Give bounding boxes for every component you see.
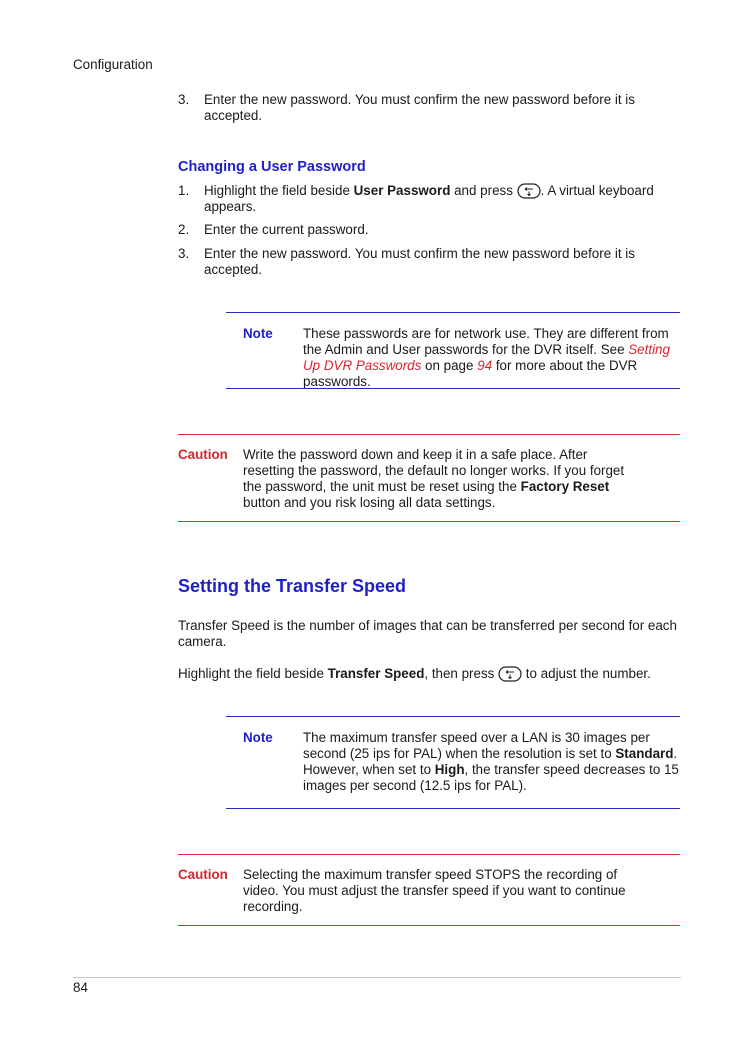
step-number: 1. [178,183,190,198]
note-bottom-rule [226,808,680,809]
page-reference-link[interactable]: 94 [477,358,493,373]
caution-bottom-rule [178,925,680,926]
caution-label: Caution [178,447,228,462]
caution-text: Write the password down and keep it in a safe place. After resetting the password, the default no longer works. If you forget the password, the unit must be reset using the Factory Reset button and you risk losing all data settings. [243,447,625,510]
caution-label: Caution [178,867,228,882]
step-number: 3. [178,246,190,261]
user-password-heading: Changing a User Password [178,159,366,175]
factory-reset-term: Factory Reset [520,479,610,494]
note-top-rule [226,312,680,313]
user-password-field-name: User Password [353,183,451,198]
step-text: Highlight the field beside User Password and press . A virtual keyboard appears. [204,183,654,214]
footer-rule [73,977,681,978]
transfer-speed-heading: Setting the Transfer Speed [178,576,407,596]
enter-button-icon [498,666,522,682]
dvr-passwords-link[interactable]: Setting Up DVR Passwords [303,342,670,373]
note-text: The maximum transfer speed over a LAN is 30 images per second (25 ips for PAL) when the resolution is set to Standard. However, when set to High, the transfer speed decreases to 15 images per second (12.5 ips for PAL). [303,730,679,793]
caution-text: Selecting the maximum transfer speed STOPS the recording of video. You must adjust the transfer speed if you want to continue recording. [243,867,626,914]
note-label: Note [243,326,273,341]
transfer-speed-paragraph: Transfer Speed is the number of images that can be transferred per second for each camera. [178,618,677,649]
step-text: Enter the new password. You must confirm the new password before it is accepted. [204,246,635,277]
transfer-speed-instruction: Highlight the field beside Transfer Speed, then press to adjust the number. [178,666,651,681]
page-number: 84 [73,980,88,995]
note-text: These passwords are for network use. They are different from the Admin and User passwords for the DVR itself. See Setting Up DVR Passwords on page 94 for more about the DVR passwords. [303,326,670,389]
running-header: Configuration [73,57,153,72]
enter-button-icon [517,183,541,199]
caution-bottom-rule [178,521,680,522]
note-bottom-rule [226,388,680,389]
transfer-speed-field-name: Transfer Speed [327,666,425,681]
caution-top-rule [178,854,680,855]
step-text: Enter the new password. You must confirm the new password before it is accepted. [204,92,635,123]
step-text: Enter the current password. [204,222,369,237]
step-number: 3. [178,92,190,107]
step-number: 2. [178,222,190,237]
note-top-rule [226,716,680,717]
note-label: Note [243,730,273,745]
caution-top-rule [178,434,680,435]
